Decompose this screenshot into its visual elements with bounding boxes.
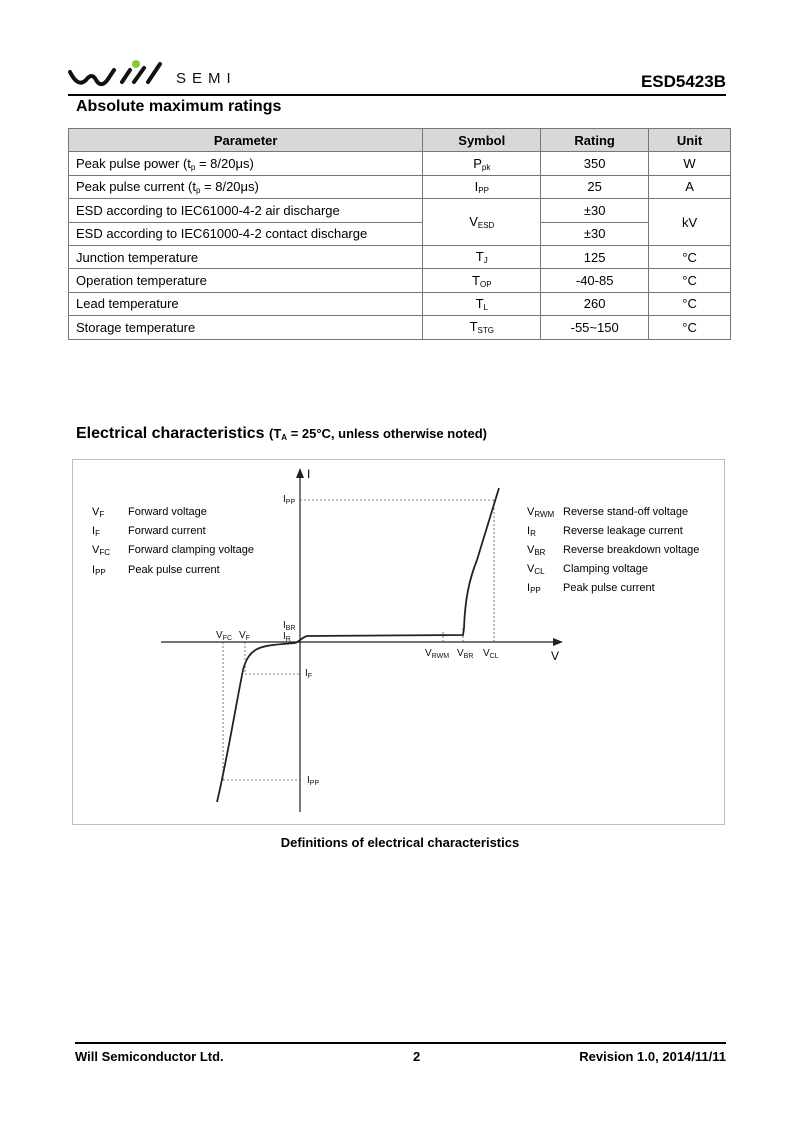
rating-cell: ±30 — [541, 222, 649, 245]
param-cell: Junction temperature — [69, 245, 423, 268]
param-cell: Peak pulse power $(t_p = 8/20\mu s)$ — [69, 152, 423, 175]
vrwm-label: $V_{RWM}$ — [425, 648, 450, 660]
param-cell: ESD according to IEC61000-4-2 contact discharge — [69, 222, 423, 245]
column-header: Rating — [541, 129, 649, 152]
unit-cell: °C — [649, 245, 731, 268]
iv-curve-line — [217, 488, 499, 802]
unit-cell: W — [649, 152, 731, 175]
ipp-top-label: $I_{PP}$ — [283, 494, 296, 506]
rating-cell: -55~150 — [541, 316, 649, 339]
table-row — [69, 199, 731, 222]
table-row — [69, 152, 731, 175]
table-row — [69, 175, 731, 198]
param-cell: Lead temperature — [69, 292, 423, 315]
rating-cell: 25 — [541, 175, 649, 198]
i-axis-arrow-icon — [296, 468, 304, 478]
table-header-row — [69, 129, 731, 152]
column-header: Parameter — [69, 129, 423, 152]
rating-cell: 125 — [541, 245, 649, 268]
symbol-cell: $V_{ESD}$ — [423, 199, 541, 246]
ir-label: $I_R$ — [283, 631, 291, 643]
symbol-cell: $T_J$ — [423, 245, 541, 268]
elec-char-subtitle: ($T_A = 25^\circ C$, unless otherwise noted) — [269, 426, 487, 442]
symbol-cell: $T_{OP}$ — [423, 269, 541, 292]
guide-lines — [223, 500, 494, 780]
unit-cell: °C — [649, 269, 731, 292]
rating-cell: 260 — [541, 292, 649, 315]
elec-char-title: Electrical characteristics ($T_A = 25^\circ C$, unless otherwise noted) — [76, 425, 487, 442]
column-header: Symbol — [423, 129, 541, 152]
footer-page-number: 2 — [413, 1049, 421, 1064]
ipp-bottom-label: $I_{PP}$ — [307, 775, 320, 787]
unit-cell: kV — [649, 199, 731, 246]
symbol-cell: $T_{STG}$ — [423, 316, 541, 339]
vf-label: $V_F$ — [239, 630, 250, 642]
page-header — [68, 56, 726, 96]
symbol-cell: $T_L$ — [423, 292, 541, 315]
symbol-cell: $P_{pk}$ — [423, 152, 541, 175]
abs-max-table — [68, 128, 731, 340]
table-row — [69, 222, 731, 245]
footer-company: Will Semiconductor Ltd. — [75, 1049, 224, 1064]
param-cell: ESD according to IEC61000-4-2 air discharge — [69, 199, 423, 222]
unit-cell: °C — [649, 316, 731, 339]
axis-v-label: V — [551, 649, 560, 663]
will-logo-icon — [68, 58, 168, 92]
unit-cell: °C — [649, 292, 731, 315]
logo-text: SEMI — [176, 70, 237, 87]
abs-max-title: Absolute maximum ratings — [76, 98, 282, 115]
footer-revision: Revision 1.0, 2014/11/11 — [579, 1049, 726, 1064]
document-id: ESD5423B — [640, 72, 726, 91]
vcl-label: $V_{CL}$ — [483, 648, 499, 660]
table-row — [69, 316, 731, 339]
unit-cell: A — [649, 175, 731, 198]
ibr-label: $I_{BR}$ — [283, 620, 296, 632]
page-footer — [75, 1042, 726, 1064]
axis-i-label: I — [307, 467, 311, 481]
v-axis-arrow-icon — [553, 638, 563, 646]
rating-cell: -40-85 — [541, 269, 649, 292]
symbol-cell: $I_{PP}$ — [423, 175, 541, 198]
param-cell: Operation temperature — [69, 269, 423, 292]
column-header: Unit — [649, 129, 731, 152]
diagram-caption: Definitions of electrical characteristics — [280, 835, 520, 850]
vbr-label: $V_{BR}$ — [457, 648, 474, 660]
table-row — [69, 269, 731, 292]
param-cell: Peak pulse current $(t_p = 8/20\mu s)$ — [69, 175, 423, 198]
table-row — [69, 245, 731, 268]
table-row — [69, 292, 731, 315]
iv-characteristic-diagram: I V $I_{PP}$ $I_{BR}$ $I_R$ $V_{FC}$ $V_F$ $V_{RWM}$ $V_{BR}$ $V_{CL}$ $I_F$ $I_{PP}$ $V_F$ Forward voltage $I_F$ Forward current $V_{FC}$ Forward clamping voltage $I_{PP}$ Peak pulse current $V_{RWM}$ Reverse stand-off voltage $I_R$ Reverse leakage current $V_{BR}$ Reverse breakdown voltage $V_{CL}$ Clamping voltage $I_{PP}$ Peak pulse current — [72, 459, 725, 825]
vfc-label: $V_{FC}$ — [216, 630, 233, 642]
param-cell: Storage temperature — [69, 316, 423, 339]
rating-cell: ±30 — [541, 199, 649, 222]
rating-cell: 350 — [541, 152, 649, 175]
if-label: $I_F$ — [305, 668, 313, 680]
